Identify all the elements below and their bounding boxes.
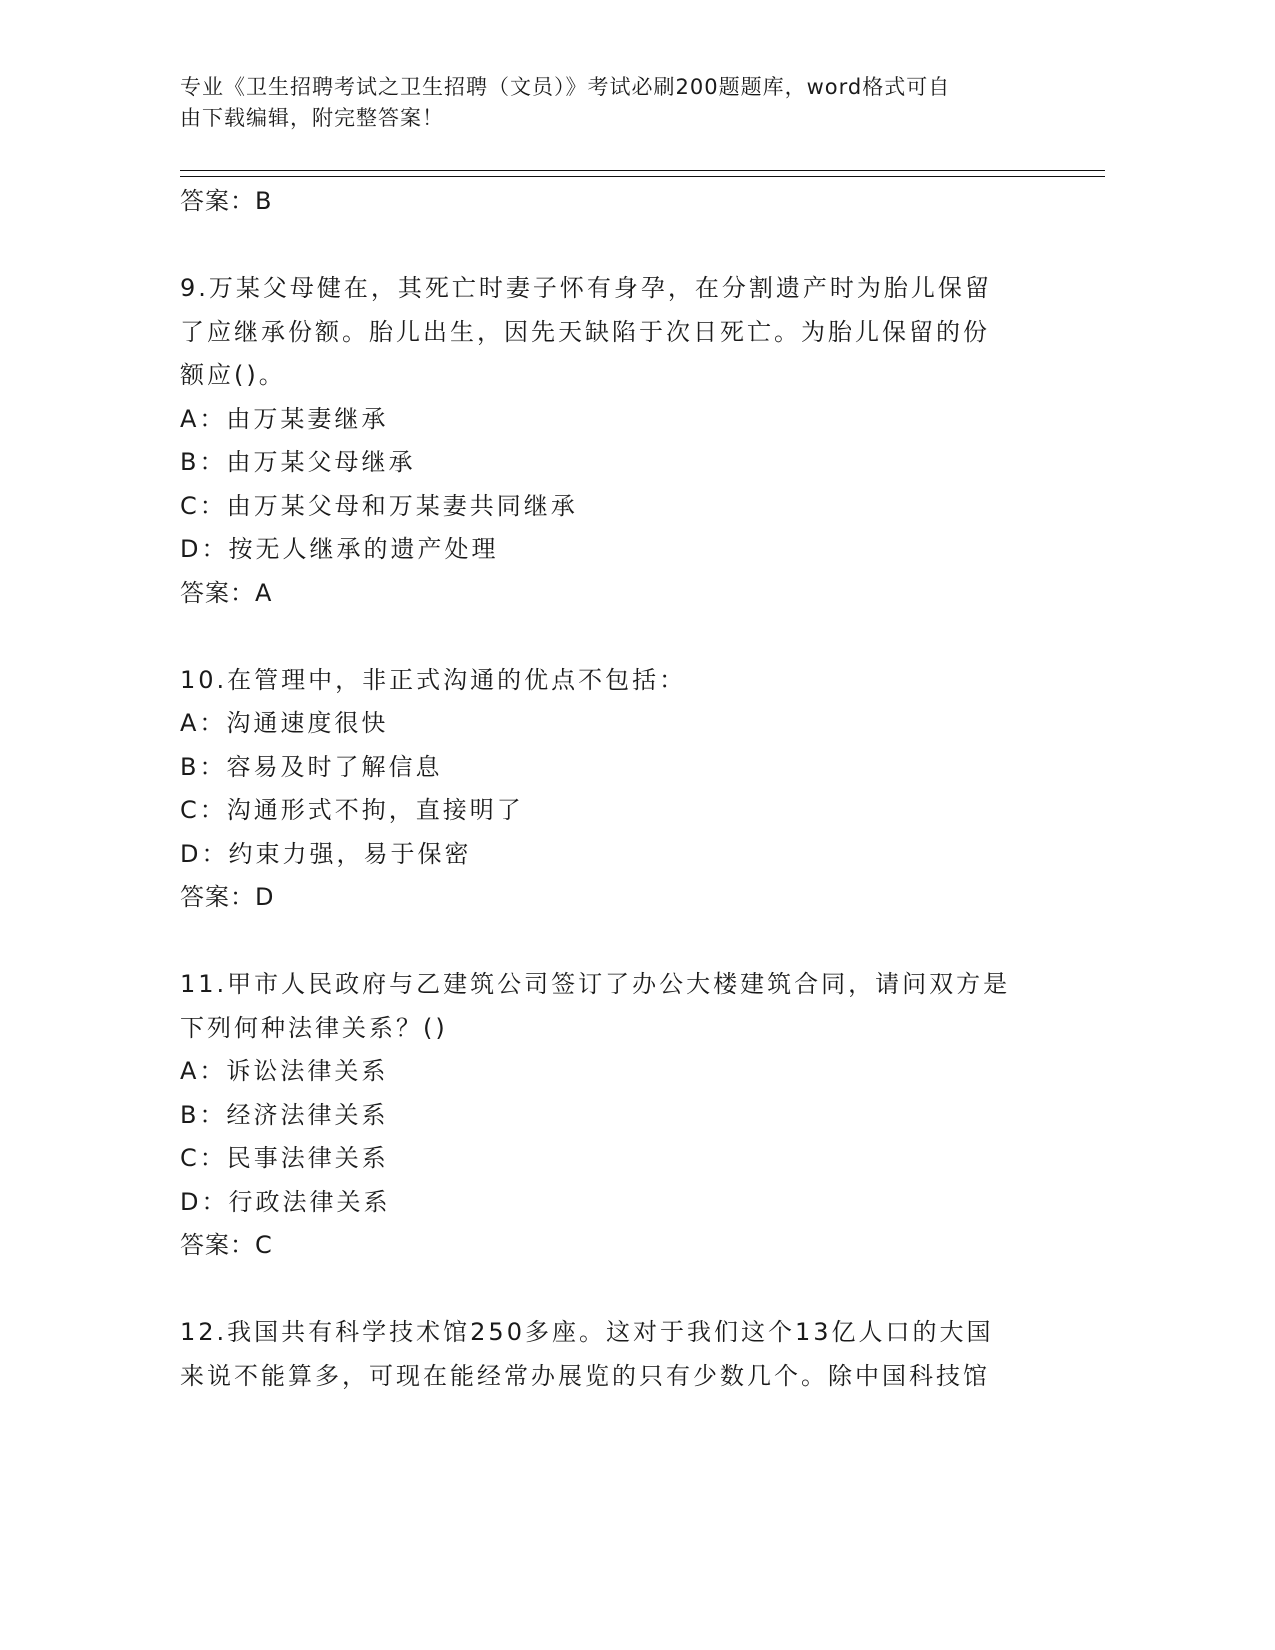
question-11 bbox=[180, 963, 1080, 1268]
stem-line: 额应()。 bbox=[180, 361, 286, 389]
answer-line: 答案：C bbox=[180, 1231, 273, 1259]
stem-line: 下列何种法律关系？() bbox=[180, 1013, 448, 1042]
option-c: C：由万某父母和万某妻共同继承 bbox=[180, 491, 578, 520]
stem-line: 10.在管理中，非正式沟通的优点不包括： bbox=[180, 665, 687, 694]
option-c: C：民事法律关系 bbox=[180, 1144, 389, 1172]
option-d: D：行政法律关系 bbox=[180, 1187, 391, 1216]
stem-line: 了应继承份额。胎儿出生，因先天缺陷于次日死亡。为胎儿保留的份 bbox=[180, 317, 990, 346]
stem-line: 11.甲市人民政府与乙建筑公司签订了办公大楼建筑合同，请问双方是 bbox=[180, 970, 1011, 998]
answer-line: 答案：A bbox=[180, 578, 273, 607]
stem-line: 9.万某父母健在，其死亡时妻子怀有身孕，在分割遗产时为胎儿保留 bbox=[180, 274, 992, 302]
option-d: D：按无人继承的遗产处理 bbox=[180, 535, 499, 563]
option-a: A：诉讼法律关系 bbox=[180, 1057, 389, 1085]
answer-line: 答案：B bbox=[180, 187, 273, 215]
header-divider-top bbox=[180, 170, 1105, 171]
option-d: D：约束力强，易于保密 bbox=[180, 839, 472, 868]
option-a: A：由万某妻继承 bbox=[180, 404, 389, 433]
header-line-1: 专业《卫生招聘考试之卫生招聘（文员）》考试必刷200题题库，word格式可自 bbox=[180, 75, 951, 99]
option-b: B：由万某父母继承 bbox=[180, 448, 416, 476]
option-a: A：沟通速度很快 bbox=[180, 709, 389, 737]
question-9 bbox=[180, 267, 1080, 615]
question-10 bbox=[180, 659, 1080, 920]
header-divider-bottom bbox=[180, 176, 1105, 177]
question-stem bbox=[180, 1311, 1040, 1398]
header-line-2: 由下载编辑，附完整答案！ bbox=[180, 106, 444, 130]
stem-line: 来说不能算多，可现在能经常办展览的只有少数几个。除中国科技馆 bbox=[180, 1361, 990, 1390]
document-header bbox=[180, 72, 1060, 134]
question-stem bbox=[180, 267, 1040, 398]
question-stem bbox=[180, 659, 1040, 703]
option-b: B：经济法律关系 bbox=[180, 1100, 389, 1129]
document-body bbox=[180, 180, 1080, 1398]
stem-line: 12.我国共有科学技术馆250多座。这对于我们这个13亿人口的大国 bbox=[180, 1318, 994, 1346]
option-c: C：沟通形式不拘，直接明了 bbox=[180, 796, 524, 824]
answer-line: 答案：D bbox=[180, 883, 275, 911]
question-12 bbox=[180, 1311, 1080, 1398]
question-stem bbox=[180, 963, 1040, 1050]
option-b: B：容易及时了解信息 bbox=[180, 752, 443, 781]
